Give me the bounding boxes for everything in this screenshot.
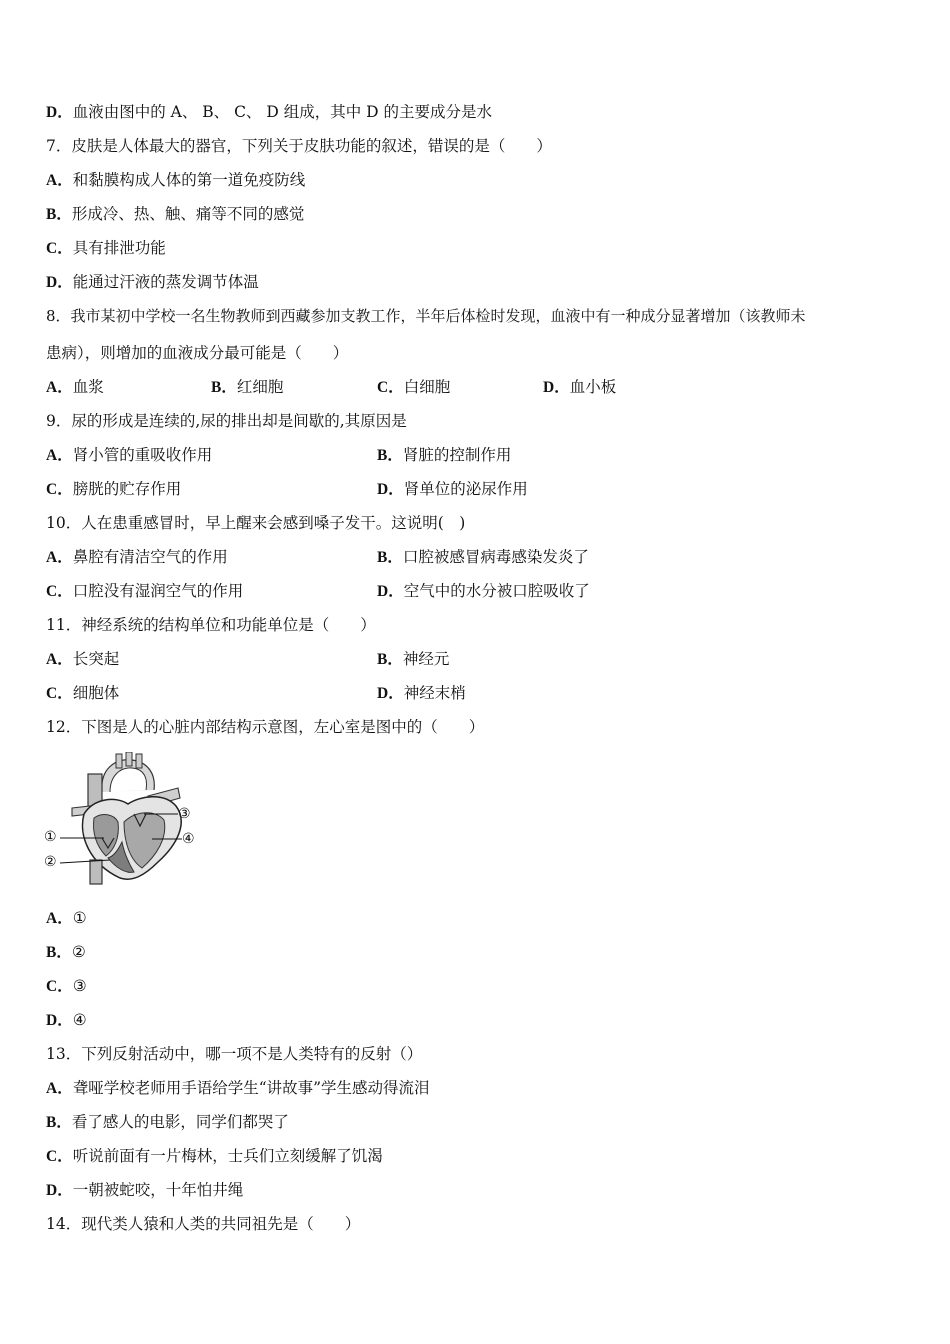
q12-option-b xyxy=(46,942,86,963)
option-label: C． xyxy=(46,1148,73,1165)
option-text: 细胞体 xyxy=(72,684,120,702)
option-label: C． xyxy=(46,583,73,600)
option-label: C． xyxy=(46,240,73,257)
option-label: D． xyxy=(377,685,404,702)
option-text: 血液由图中的 A、 B、 C、 D 组成，其中 D 的主要成分是水 xyxy=(72,103,492,121)
q11-option-b xyxy=(377,649,449,670)
option-label: A． xyxy=(46,172,73,189)
option-label: A． xyxy=(46,651,73,668)
option-text: 神经元 xyxy=(402,650,450,668)
option-text: 鼻腔有清洁空气的作用 xyxy=(72,548,228,566)
q11-option-a xyxy=(46,649,119,670)
option-label: B． xyxy=(46,1114,72,1131)
q13-option-c xyxy=(46,1146,383,1167)
q7-stem: 7．皮肤是人体最大的器官，下列关于皮肤功能的叙述，错误的是（ ） xyxy=(46,137,552,155)
q14-stem: 14．现代类人猿和人类的共同祖先是（ ） xyxy=(46,1215,361,1233)
option-label: D． xyxy=(46,274,73,291)
q11-stem: 11．神经系统的结构单位和功能单位是（ ） xyxy=(46,616,376,634)
q7-option-c xyxy=(46,238,166,259)
q9-option-b xyxy=(377,445,511,466)
option-label: A． xyxy=(46,549,73,566)
q9-option-a xyxy=(46,445,212,466)
option-text: 神经末梢 xyxy=(403,684,466,702)
option-text: 空气中的水分被口腔吸收了 xyxy=(403,582,590,600)
option-text: ② xyxy=(71,943,86,961)
option-label: B． xyxy=(377,651,403,668)
q13-stem: 13．下列反射活动中，哪一项不是人类特有的反射（） xyxy=(46,1045,423,1063)
q10-option-b xyxy=(377,547,589,568)
option-label: C． xyxy=(46,685,73,702)
option-label: D． xyxy=(377,583,404,600)
q12-stem: 12．下图是人的心脏内部结构示意图，左心室是图中的（ ） xyxy=(46,718,485,736)
q10-option-c xyxy=(46,581,243,602)
q8-option-d xyxy=(543,377,616,398)
q12-option-c xyxy=(46,976,87,997)
option-label: D． xyxy=(377,481,404,498)
q7-option-a xyxy=(46,170,305,191)
heart-label-1: ① xyxy=(44,829,57,845)
heart-label-3: ③ xyxy=(178,806,191,822)
option-label: A． xyxy=(46,379,73,396)
option-label: C． xyxy=(46,978,73,995)
q7-option-d xyxy=(46,272,259,293)
q8-option-a xyxy=(46,377,104,398)
option-text: 白细胞 xyxy=(403,378,451,396)
option-label: B． xyxy=(46,206,72,223)
option-text: 口腔没有湿润空气的作用 xyxy=(72,582,244,600)
heart-illustration xyxy=(44,752,200,886)
q8-stem-line1: 8．我市某初中学校一名生物教师到西藏参加支教工作，半年后体检时发现，血液中有一种成分显著增加（该教师未 xyxy=(46,307,806,325)
option-text: 肾小管的重吸收作用 xyxy=(72,446,213,464)
q8-option-c xyxy=(377,377,450,398)
q13-option-a xyxy=(46,1078,430,1099)
q10-option-d xyxy=(377,581,590,602)
option-label: A． xyxy=(46,447,73,464)
option-text: 听说前面有一片梅林，士兵们立刻缓解了饥渴 xyxy=(72,1147,383,1165)
option-text: 口腔被感冒病毒感染发炎了 xyxy=(402,548,589,566)
option-text: 一朝被蛇咬，十年怕井绳 xyxy=(72,1181,244,1199)
option-text: 看了感人的电影，同学们都哭了 xyxy=(71,1113,289,1131)
option-text: ③ xyxy=(72,977,87,995)
option-text: 具有排泄功能 xyxy=(72,239,166,257)
option-label: C． xyxy=(46,481,73,498)
option-text: 血小板 xyxy=(569,378,617,396)
q7-option-b xyxy=(46,204,304,225)
option-label: B． xyxy=(377,447,403,464)
option-text: 聋哑学校老师用手语给学生“讲故事”学生感动得流泪 xyxy=(72,1079,430,1097)
option-label: B． xyxy=(211,379,237,396)
q12-option-a xyxy=(46,908,87,929)
q11-option-d xyxy=(377,683,466,704)
option-text: 和黏膜构成人体的第一道免疫防线 xyxy=(72,171,306,189)
q13-option-d xyxy=(46,1180,243,1201)
q9-option-d xyxy=(377,479,528,500)
q8-stem-line2: 患病），则增加的血液成分最可能是（ ） xyxy=(46,344,349,362)
q10-stem: 10．人在患重感冒时，早上醒来会感到嗓子发干。这说明( ) xyxy=(46,514,466,532)
heart-label-4: ④ xyxy=(182,831,195,847)
option-text: 形成冷、热、触、痛等不同的感觉 xyxy=(71,205,305,223)
option-text: ④ xyxy=(72,1011,87,1029)
q13-option-b xyxy=(46,1112,289,1133)
option-label: D． xyxy=(46,104,73,121)
option-label: B． xyxy=(46,944,72,961)
option-text: 肾单位的泌尿作用 xyxy=(403,480,528,498)
option-label: A． xyxy=(46,910,73,927)
option-label: A． xyxy=(46,1080,73,1097)
q6-option-d xyxy=(46,102,492,123)
option-text: 红细胞 xyxy=(236,378,284,396)
option-label: D． xyxy=(543,379,570,396)
q9-stem: 9．尿的形成是连续的,尿的排出却是间歇的,其原因是 xyxy=(46,412,407,430)
option-label: D． xyxy=(46,1012,73,1029)
option-text: 长突起 xyxy=(72,650,120,668)
option-text: 肾脏的控制作用 xyxy=(402,446,512,464)
option-label: D． xyxy=(46,1182,73,1199)
heart-diagram xyxy=(44,752,200,886)
option-text: 血浆 xyxy=(72,378,104,396)
option-label: B． xyxy=(377,549,403,566)
heart-label-2: ② xyxy=(44,854,57,870)
q9-option-c xyxy=(46,479,181,500)
q8-option-b xyxy=(211,377,283,398)
q10-option-a xyxy=(46,547,228,568)
q11-option-c xyxy=(46,683,119,704)
option-label: C． xyxy=(377,379,404,396)
option-text: ① xyxy=(72,909,87,927)
option-text: 膀胱的贮存作用 xyxy=(72,480,182,498)
option-text: 能通过汗液的蒸发调节体温 xyxy=(72,273,259,291)
q12-option-d xyxy=(46,1010,87,1031)
